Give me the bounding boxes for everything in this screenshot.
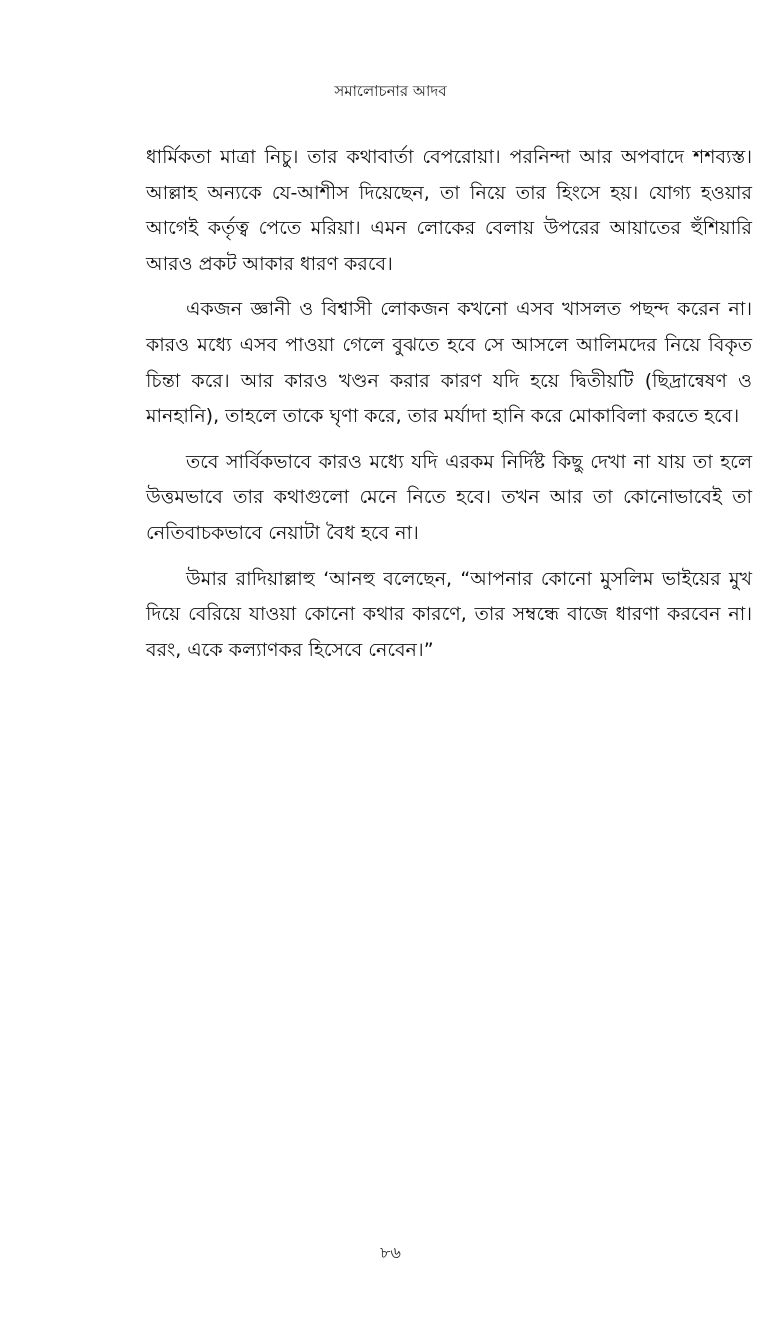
paragraph-1: ধার্মিকতা মাত্রা নিচু। তার কথাবার্তা বেপরোয়া। পরনিন্দা আর অপবাদে শশব্যস্ত। আল্লাহ অন্যকে যে-আশীস দিয়েছেন, তা নিয়ে তার হিংসে হয়। যোগ্য হওয়ার আগেই কর্তৃত্ব পেতে মরিয়া। এমন লোকের বেলায় উপরের আয়াতের হুঁশিয়ারি আরও প্রকট আকার ধারণ করবে। [146,146,752,275]
page-number: ৮৬ [380,1243,401,1262]
running-header: সমালোচনার আদব [334,82,447,100]
paragraph-2: একজন জ্ঞানী ও বিশ্বাসী লোকজন কখনো এসব খাসলত পছন্দ করেন না। কারও মধ্যে এসব পাওয়া গেলে বুঝতে হবে সে আসলে আলিমদের নিয়ে বিকৃত চিন্তা করে। আর কারও খণ্ডন করার কারণ যদি হয়ে দ্বিতীয়টি (ছিদ্রান্বেষণ ও মানহানি), তাহলে তাকে ঘৃণা করে, তার মর্যাদা হানি করে মোকাবিলা করতে হবে। [146,298,752,428]
page-body [146,140,752,678]
paragraph-3: তবে সার্বিকভাবে কারও মধ্যে যদি এরকম নির্দিষ্ট কিছু দেখা না যায় তা হলে উত্তমভাবে তার কথাগুলো মেনে নিতে হবে। তখন আর তা কোনোভাবেই তা নেতিবাচকভাবে নেয়াটা বৈধ হবে না। [146,450,752,544]
paragraph-4: উমার রাদিয়াল্লাহু ‘আনহু বলেছেন, “আপনার কোনো মুসলিম ভাইয়ের মুখ দিয়ে বেরিয়ে যাওয়া কোনো কথার কারণে, তার সম্বন্ধে বাজে ধারণা করবেন না। বরং, একে কল্যাণকর হিসেবে নেবেন।” [146,567,752,661]
